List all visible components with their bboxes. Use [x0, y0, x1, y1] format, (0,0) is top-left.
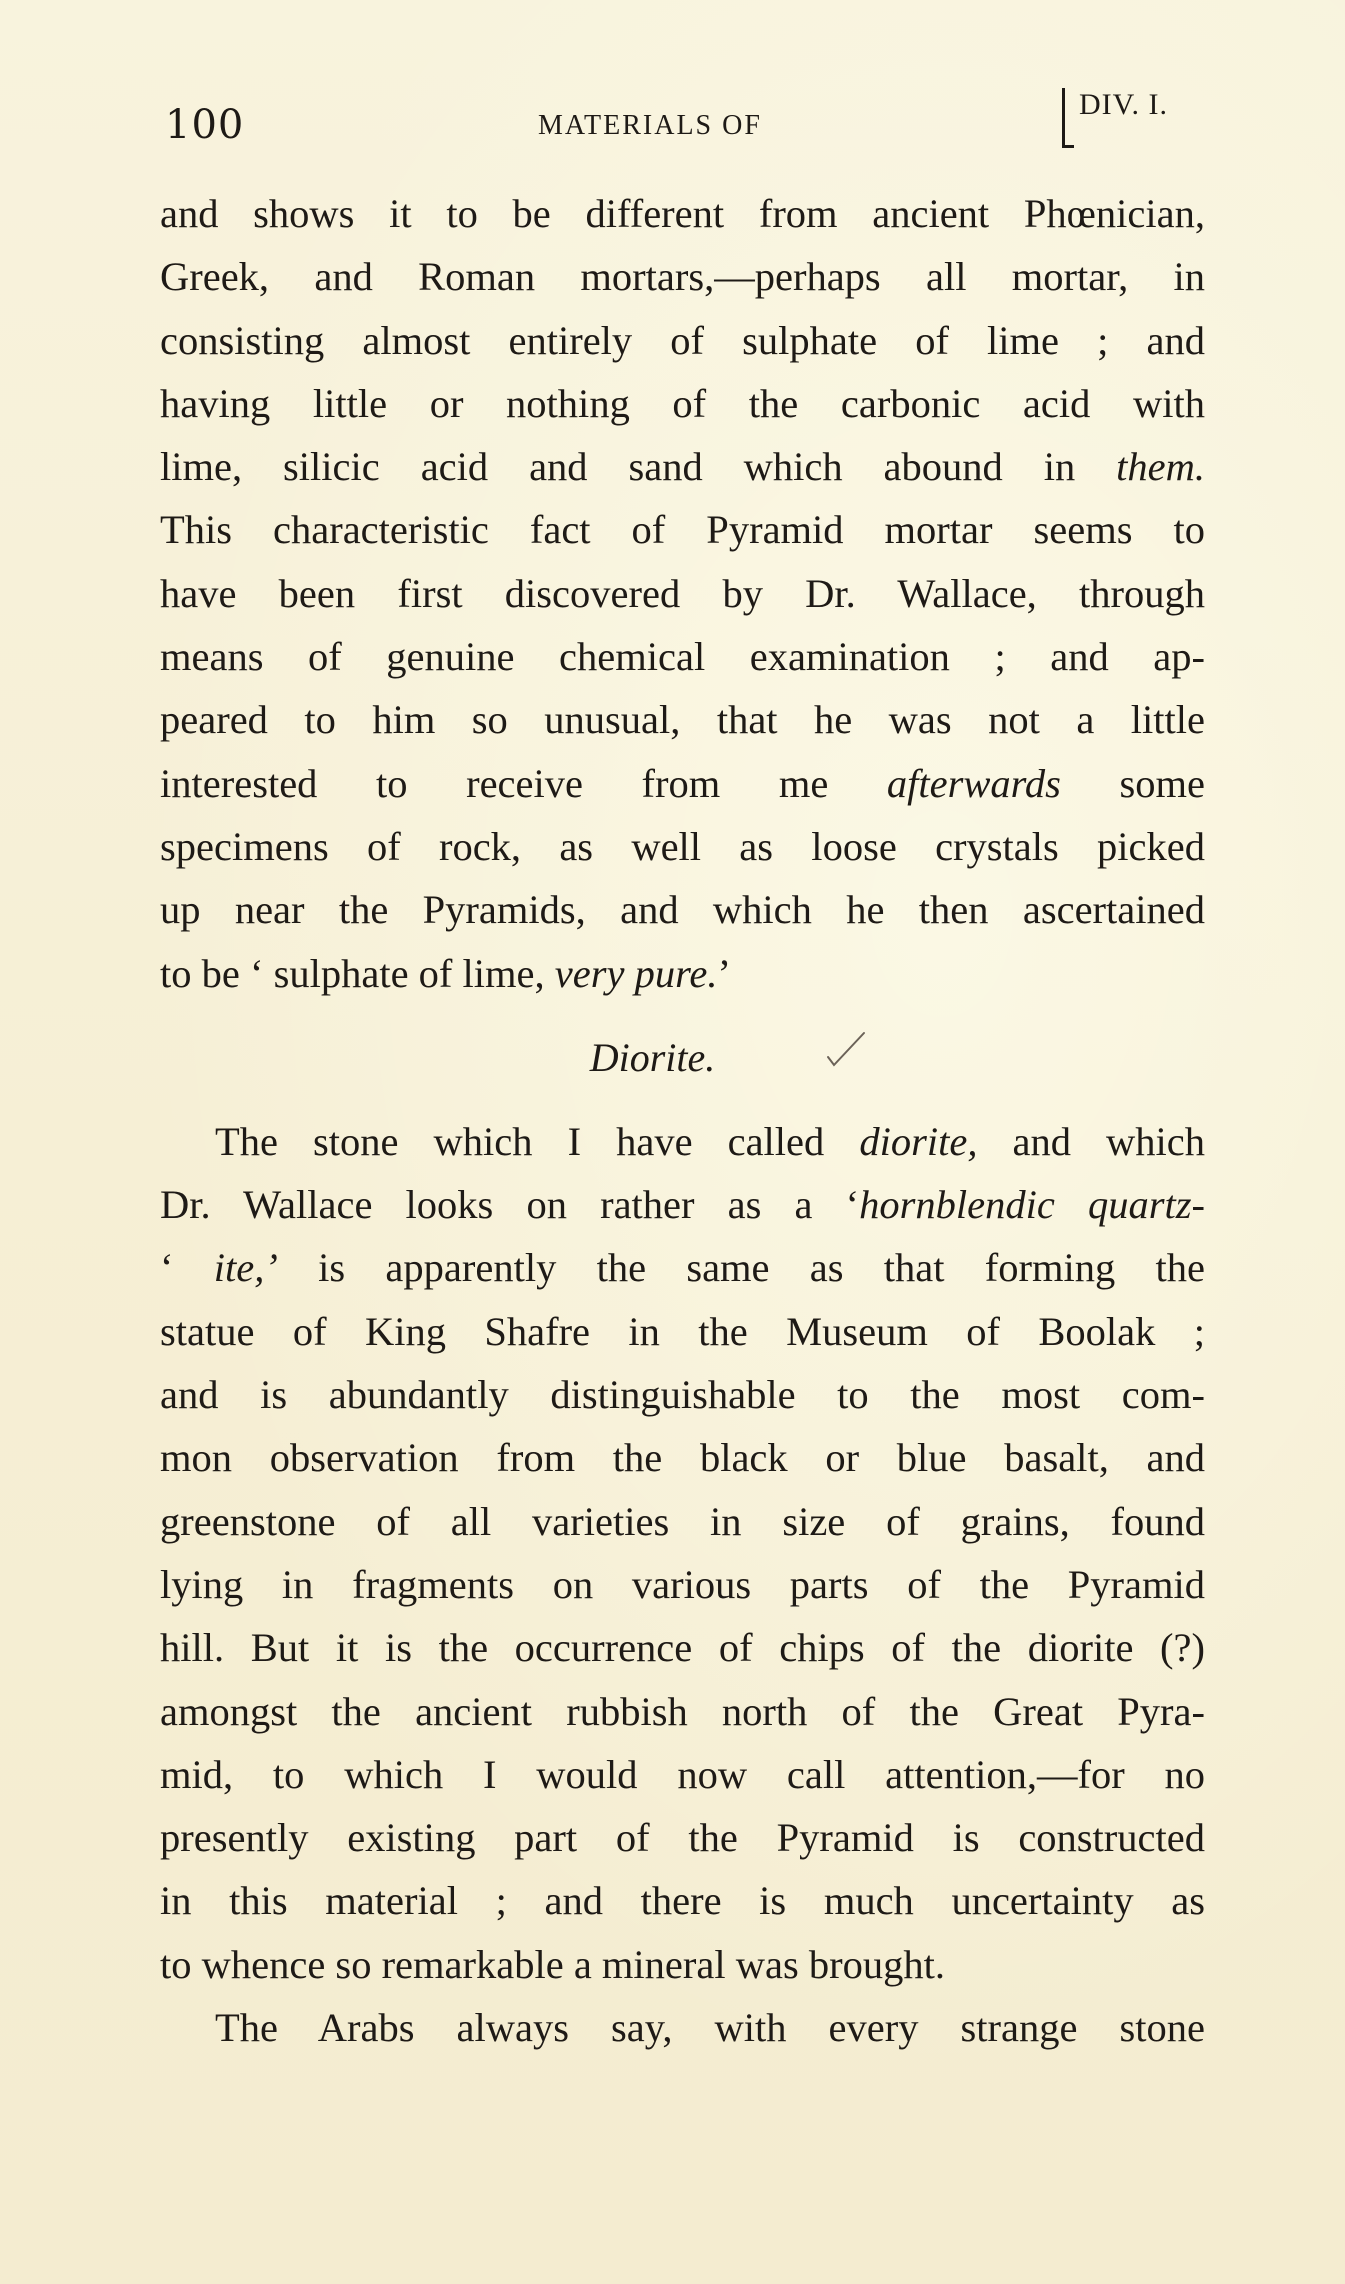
text-run: is apparently the same as that forming the — [318, 1245, 1205, 1291]
text-line: mid, to which I would now call attention,—for no — [160, 1751, 1205, 1797]
text-line: mon observation from the black or blue basalt, and — [160, 1435, 1205, 1481]
text-line: to whence so remarkable a mineral was brought. — [160, 1941, 945, 1987]
paragraph-diorite — [160, 1110, 1205, 1996]
text-run: to be ‘ sulphate of lime, — [160, 950, 545, 996]
text-line: presently existing part of the Pyramid is constructed — [160, 1815, 1205, 1861]
italic-very-pure: very pure. — [554, 950, 718, 996]
text-line: greenstone of all varieties in size of grains, found — [160, 1498, 1205, 1544]
page-number: 100 — [165, 102, 245, 148]
text-line: specimens of rock, as well as loose crystals picked — [160, 823, 1205, 869]
text-line: statue of King Shafre in the Museum of Boolak ; — [160, 1308, 1205, 1354]
italic-afterwards: afterwards — [886, 760, 1061, 806]
text-run: ‘ — [160, 1245, 174, 1291]
italic-ite: ite,’ — [213, 1245, 278, 1291]
text-line: hill. But it is the occurrence of chips of the diorite (?) — [160, 1625, 1205, 1671]
division-marker: DIV. I. — [1062, 88, 1168, 148]
text-line: having little or nothing of the carbonic acid with — [160, 380, 1205, 426]
text-line: up near the Pyramids, and which he then ascertained — [160, 887, 1205, 933]
closing-quote: ’ — [717, 950, 731, 996]
text-line: Greek, and Roman mortars,—perhaps all mortar, in — [160, 254, 1205, 300]
text-line: consisting almost entirely of sulphate of lime ; and — [160, 317, 1205, 363]
section-title: Diorite. — [589, 1034, 716, 1080]
text-line: amongst the ancient rubbish north of the Great Pyra- — [160, 1688, 1205, 1734]
paragraph-mortar — [160, 182, 1205, 1005]
body-text — [160, 182, 1205, 2059]
text-line — [160, 1173, 1205, 1236]
text-line: in this material ; and there is much uncertainty as — [160, 1878, 1205, 1924]
section-heading — [160, 1005, 1205, 1110]
text-line — [160, 435, 1205, 498]
text-line — [160, 1236, 1205, 1299]
pencil-check-mark-icon — [826, 1031, 866, 1067]
text-run: interested to receive from me — [160, 760, 829, 806]
text-run: lime, silicic acid and sand which abound in — [160, 444, 1076, 490]
text-line — [160, 752, 1205, 815]
text-run: some — [1119, 760, 1206, 806]
text-line: lying in fragments on various parts of the Pyramid — [160, 1561, 1205, 1607]
text-line — [160, 942, 1205, 1005]
text-line: This characteristic fact of Pyramid mortar seems to — [160, 507, 1205, 553]
text-line — [160, 1110, 1205, 1173]
text-line: The Arabs always say, with every strange stone — [215, 2005, 1205, 2051]
text-run: Dr. Wallace looks on rather as a ‘ — [160, 1182, 860, 1228]
italic-diorite: diorite, — [859, 1118, 978, 1164]
text-line: and shows it to be different from ancient Phœnician, — [160, 191, 1205, 236]
running-head: MATERIALS OF — [538, 110, 762, 141]
text-run: The stone which I have called — [215, 1118, 825, 1164]
text-line: peared to him so unusual, that he was not a little — [160, 697, 1205, 743]
italic-them: them. — [1116, 444, 1206, 490]
text-run: and which — [1012, 1118, 1205, 1164]
text-line: and is abundantly distinguishable to the most com- — [160, 1372, 1205, 1418]
text-line: means of genuine chemical examination ; and ap- — [160, 634, 1205, 680]
paragraph-arabs — [160, 1996, 1205, 2059]
italic-hornblendic: hornblendic quartz- — [859, 1182, 1205, 1228]
page-header — [0, 88, 1345, 168]
text-line: have been first discovered by Dr. Wallace, through — [160, 570, 1205, 616]
